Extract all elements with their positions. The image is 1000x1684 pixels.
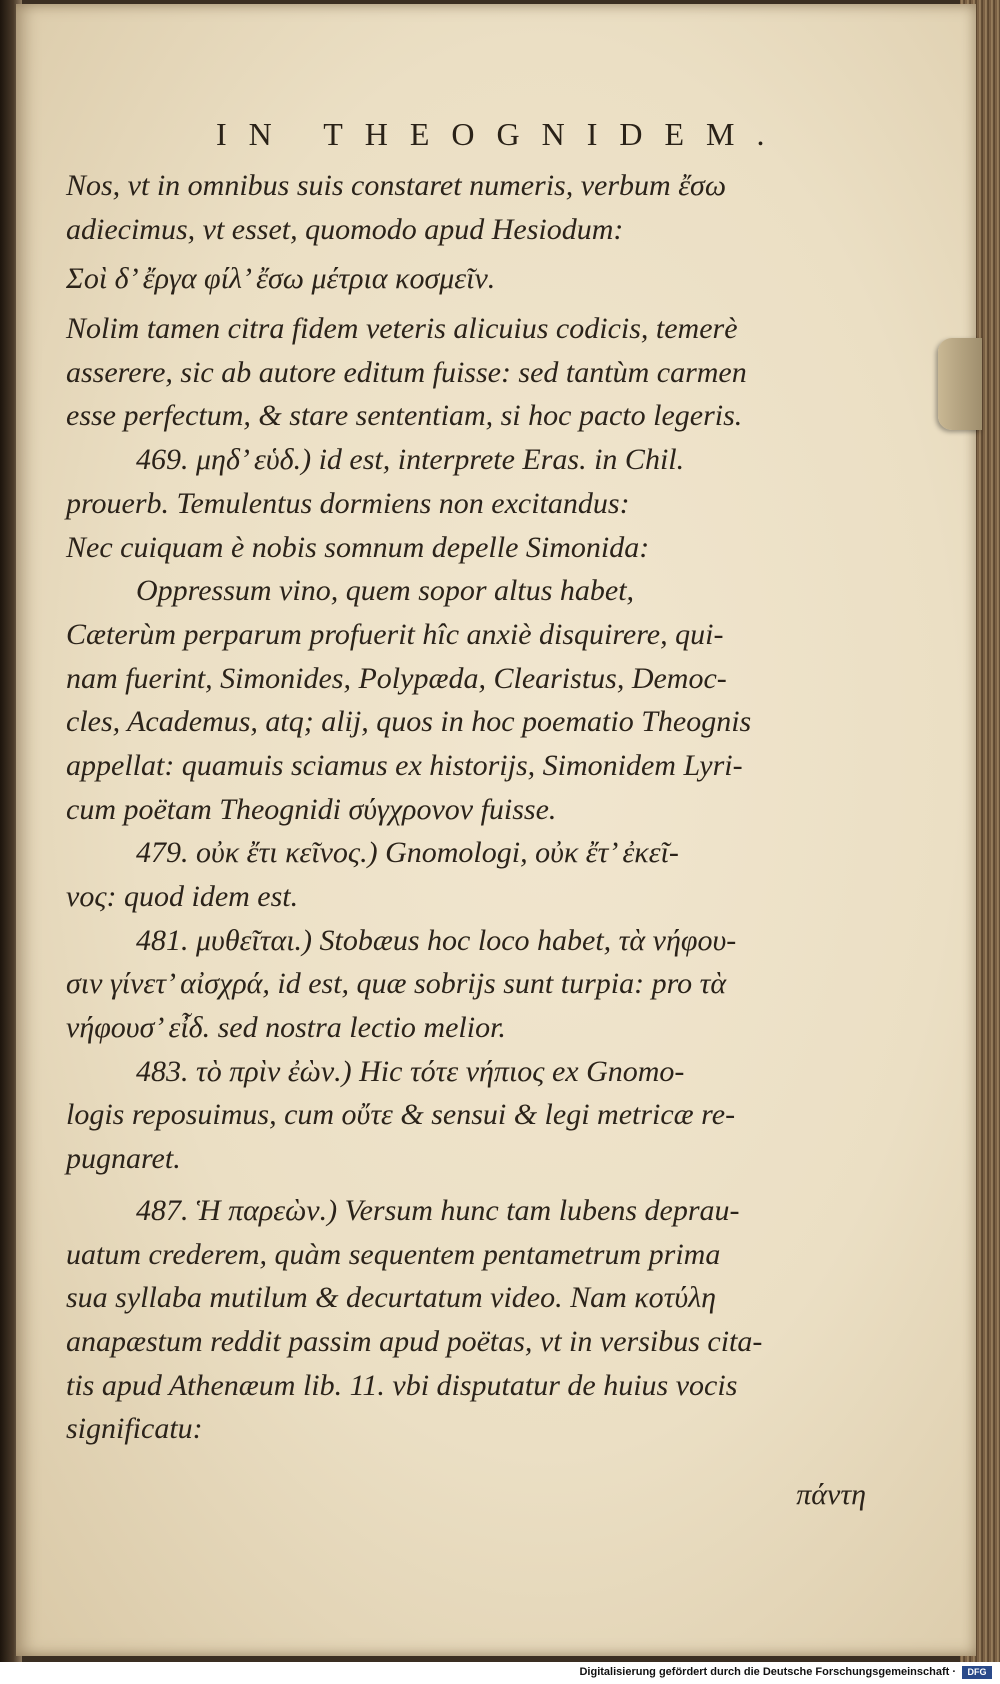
catchword: πάντη (796, 1477, 866, 1511)
footer-credit: Digitalisierung gefördert durch die Deutsche Forschungsgemeinschaft · (579, 1666, 956, 1678)
note-479: 479. οὐκ ἔτι κεῖνος.) Gnomologi, οὐκ ἔτ’ ἐκεῖ- (136, 836, 679, 870)
text-line: adiecimus, vt esset, quomodo apud Hesiodum: (66, 212, 624, 246)
text-line: asserere, sic ab autore editum fuisse: sed tantùm carmen (66, 355, 747, 389)
text-line: Nolim tamen citra fidem veteris alicuius codicis, temerè (66, 312, 738, 346)
text-line: significatu: (66, 1412, 203, 1446)
verse-line: Nec cuiquam è nobis somnum depelle Simonida: (66, 530, 650, 564)
text-line: Cæterùm perparum profuerit hîc anxiè disquirere, qui- (66, 617, 724, 651)
verse-line: Oppressum vino, quem sopor altus habet, (136, 574, 635, 608)
text-line: appellat: quamuis sciamus ex historijs, Simonidem Lyri- (66, 748, 743, 782)
note-469: 469. μηδ’ εὑδ.) id est, interprete Eras. in Chil. (136, 443, 685, 477)
greek-verse-line: Σοὶ δ’ ἔργα φίλ’ ἔσω μέτρια κοσμεῖν. (66, 262, 496, 296)
text-line: anapæstum reddit passim apud poëtas, vt in versibus cita- (66, 1324, 763, 1358)
dfg-logo: DFG (962, 1666, 992, 1679)
text-line: logis reposuimus, cum οὔτε & sensui & legi metricæ re- (66, 1098, 736, 1132)
text-line: sua syllaba mutilum & decurtatum video. Nam κοτύλη (66, 1281, 717, 1315)
digitization-footer (0, 1662, 1000, 1684)
text-line: νος: quod idem est. (66, 880, 299, 913)
text-line: prouerb. Temulentus dormiens non excitandus: (66, 486, 630, 520)
running-header: IN THEOGNIDEM. (216, 116, 787, 152)
page-body (66, 164, 876, 1517)
text-line: uatum crederem, quàm sequentem pentametrum prima (66, 1237, 721, 1271)
text-line: tis apud Athenæum lib. 11. vbi disputatur de huius vocis (66, 1368, 738, 1402)
text-line: νήφουσ’ εἶδ. sed nostra lectio melior. (66, 1011, 506, 1045)
note-481: 481. μυθεῖται.) Stobæus hoc loco habet, τὰ νήφου- (136, 923, 737, 957)
text-line: pugnaret. (66, 1142, 181, 1176)
text-line: nam fuerint, Simonides, Polypæda, Clearistus, Democ- (66, 661, 727, 695)
text-line: Nos, vt in omnibus suis constaret numeris, verbum ἔσω (66, 169, 726, 202)
book-page (16, 4, 976, 1656)
text-line: σιν γίνετ’ αἰσχρά, id est, quæ sobrijs sunt turpia: pro τὰ (66, 967, 727, 1001)
note-483: 483. τὸ πρὶν ἐὼν.) Hic τότε νήπιος ex Gnomo- (136, 1054, 685, 1088)
note-487: 487. Ἡ παρεὼν.) Versum hunc tam lubens deprau- (136, 1193, 740, 1227)
page-tab-marker (938, 338, 982, 430)
text-line: cles, Academus, atq; alij, quos in hoc poematio Theognis (66, 705, 752, 739)
text-line: esse perfectum, & stare sententiam, si hoc pacto legeris. (66, 399, 743, 433)
text-line: cum poëtam Theognidi σύγχρονον fuisse. (66, 792, 557, 826)
